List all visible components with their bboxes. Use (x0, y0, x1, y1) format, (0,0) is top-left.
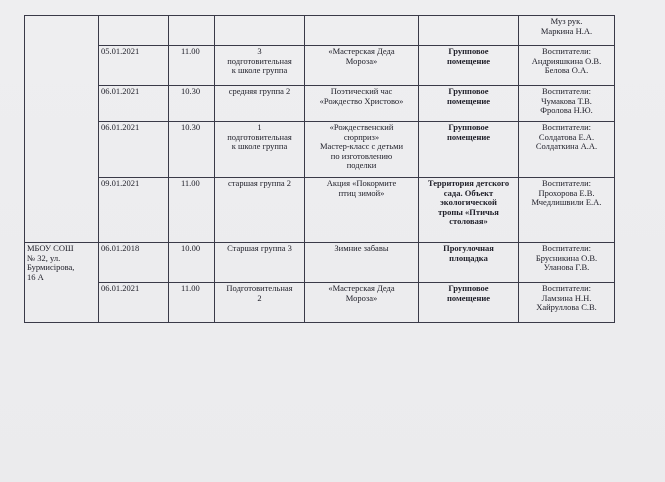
place-cell (419, 16, 519, 46)
group-cell: 3 подготовительная к школе группа (215, 46, 305, 86)
place-cell: Групповое помещение (419, 283, 519, 323)
group-cell: Подготовительная 2 (215, 283, 305, 323)
responsible-cell: Воспитатели: Прохорова Е.В. Мчедлишвили Е.А. (519, 178, 615, 243)
group-cell: 1 подготовительная к школе группа (215, 122, 305, 178)
time-cell: 11.00 (169, 46, 215, 86)
place-cell: Групповое помещение (419, 122, 519, 178)
time-cell (169, 16, 215, 46)
event-cell (305, 16, 419, 46)
responsible-cell: Воспитатели: Чумакова Т.В. Фролова Н.Ю. (519, 86, 615, 122)
table-row (25, 283, 615, 323)
group-cell: Старшая группа 3 (215, 243, 305, 283)
place-cell: Групповое помещение (419, 46, 519, 86)
date-cell: 05.01.2021 (99, 46, 169, 86)
institution-cell: МБОУ СОШ № 32, ул. Бурмисірова, 16 А (25, 243, 99, 323)
event-cell: «Мастерская Деда Мороза» (305, 283, 419, 323)
date-cell: 09.01.2021 (99, 178, 169, 243)
time-cell: 10.30 (169, 122, 215, 178)
table-row (25, 243, 615, 283)
event-cell: Зимние забавы (305, 243, 419, 283)
date-cell: 06.01.2021 (99, 86, 169, 122)
place-cell: Групповое помещение (419, 86, 519, 122)
group-cell: старшая группа 2 (215, 178, 305, 243)
time-cell: 11.00 (169, 178, 215, 243)
time-cell: 10.00 (169, 243, 215, 283)
table-row (25, 46, 615, 86)
event-cell: «Мастерская Деда Мороза» (305, 46, 419, 86)
date-cell (99, 16, 169, 46)
date-cell: 06.01.2018 (99, 243, 169, 283)
event-cell: Поэтический час «Рождество Христово» (305, 86, 419, 122)
group-cell: средняя группа 2 (215, 86, 305, 122)
date-cell: 06.01.2021 (99, 122, 169, 178)
table-row (25, 16, 615, 46)
time-cell: 11.00 (169, 283, 215, 323)
events-table (24, 15, 615, 323)
responsible-cell: Воспитатели: Брусникина О.В. Уланова Г.В. (519, 243, 615, 283)
responsible-cell: Воспитатели: Ламзина Н.Н. Хайруллова С.В. (519, 283, 615, 323)
table-row (25, 178, 615, 243)
institution-cell (25, 16, 99, 243)
date-cell: 06.01.2021 (99, 283, 169, 323)
event-cell: Акция «Покормите птиц зимой» (305, 178, 419, 243)
table-row (25, 86, 615, 122)
place-cell: Прогулочная площадка (419, 243, 519, 283)
time-cell: 10.30 (169, 86, 215, 122)
place-cell: Территория детского сада. Объект экологической тропы «Птичья столовая» (419, 178, 519, 243)
event-cell: «Рождественский сюрприз» Мастер-класс с детьми по изготовлению поделки (305, 122, 419, 178)
group-cell (215, 16, 305, 46)
table-row (25, 122, 615, 178)
responsible-cell: Воспитатели: Солдатова Е.А. Солдаткина А.А. (519, 122, 615, 178)
responsible-cell: Муз рук. Маркина Н.А. (519, 16, 615, 46)
responsible-cell: Воспитатели: Андрияшкина О.В. Белова О.А. (519, 46, 615, 86)
